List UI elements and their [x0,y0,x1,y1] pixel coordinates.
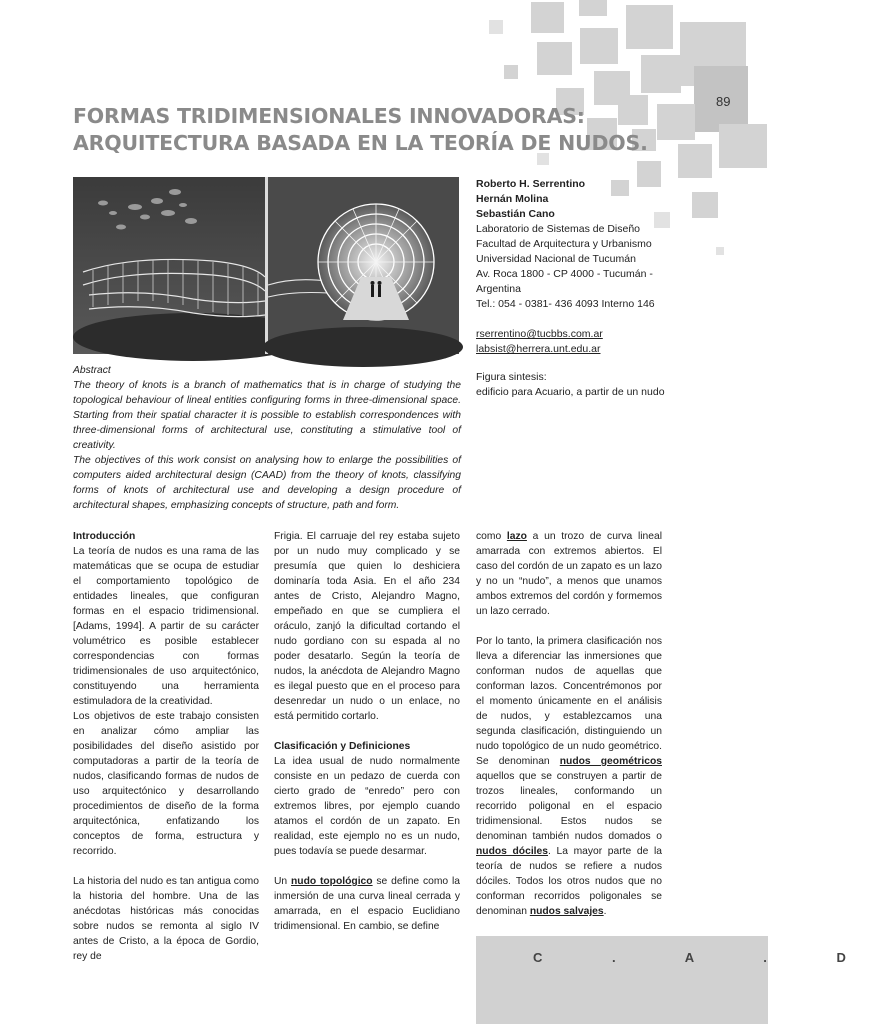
author-block [476,177,676,357]
title-line-1: FORMAS TRIDIMENSIONALES INNOVADORAS: [73,104,585,128]
author-name: Roberto H. Serrentino [476,178,586,190]
body-paragraph: como lazo a un trozo de curva lineal amarrada con extremos abiertos. El caso del cordón de un zapato es un lazo y no un “nudo”, a menos que unamos ambos extremos del cordón y formemos un lazo cerrado. [476,531,662,617]
affiliation-line: Facultad de Arquitectura y Urbanismo [476,238,652,250]
page-number: 89 [716,94,731,109]
email-link[interactable]: labsist@herrera.unt.edu.ar [476,343,601,355]
body-paragraph: Los objetivos de este trabajo consisten en analizar cómo ampliar las posibilidades del diseño asistido por computadoras a partir de la teoría de nudos, clasificando formas de nudos de uso arquitectónico y desarrollando procedimientos de diseño de la forma arquitectónica, enfatizando los conceptos de forma, estructura y recorrido. [73,711,259,857]
body-paragraph: Frigia. El carruaje del rey estaba sujeto por un nudo muy complicado y se presumía que quien lo deshiciera dominaría toda Asia. En el año 234 antes de Cristo, Alejandro Magno, empeñado en que se cumpliera el oráculo, zanjó la dificultad cortando el nudo gordiano con su espada al no poder desatarlo. Según la teoría de nudos, la anécdota de Alejandro Magno es ilegal puesto que en el proceso para desenredar un nudo o un enlace, no está permitido cortarlo. [274,531,460,722]
body-column-1 [73,529,259,964]
body-paragraph: La idea usual de nudo normalmente consiste en un pedazo de cuerda con cierto grado de “enredo” pero con extremos libres, por ejemplo cuando atamos el cordón de un zapato. En realidad, este ejemplo no es un nudo, pues todavía se puede desarmar. [274,756,460,857]
section-heading: Introducción [73,531,136,542]
body-column-2 [274,529,460,934]
body-paragraph: Por lo tanto, la primera clasificación nos lleva a diferenciar las inmersiones que conforman nudos de aquellas que conforman lazos. Concentrémonos por el momento únicamente en el análisis de nudos, y establezcamos una segunda clasificación, distinguiendo un nudo topológico de un nudo geométrico. Se denominan nudos geométricos aquellos que se construyen a partir de trozos lineales, conformando un recorrido poligonal en el espacio tridimensional. Estos nudos se denominan también nudos domados o nudos dóciles. La mayor parte de la teoría de nudos se refiere a nudos dóciles. Todos los otros nudos que no conforman recorridos poligonales se denominan nudos salvajes. [476,636,662,917]
figure-caption [476,370,686,400]
keyword: nudos dóciles [476,846,548,857]
affiliation-line: Universidad Nacional de Tucumán [476,253,636,265]
keyword: lazo [506,531,527,542]
author-name: Sebastián Cano [476,208,555,220]
journal-footer [476,936,879,1024]
article-title [73,103,713,157]
keyword: nudos geométricos [559,756,662,767]
abstract-paragraph: The objectives of this work consist on analysing how to enlarge the possibilities of computers aided architectural design (CAAD) from the theory of knots, classifying forms of knots of architectural use and developing a design procedure of architectural shapes, emphasizing concepts of structure, path and form. [73,455,461,511]
affiliation-line: Argentina [476,283,521,295]
body-paragraph: La teoría de nudos es una rama de las matemáticas que se ocupa de estudiar el comportamiento topológico de entidades lineales, que configuran formas en el espacio tridimensional. [Adams, 1994]. A partir de su carácter volumétrico es posible establecer correspondencias con formas tridimensionales de uso arquitectónico, constituyendo una herramienta estimuladora de la creatividad. [73,546,259,707]
abstract-heading: Abstract [73,365,111,376]
keyword: nudos salvajes [529,906,604,917]
abstract-paragraph: The theory of knots is a branch of mathematics that is in charge of studying the topological behaviour of lineal entities configuring forms in three-dimensional space. Starting from their spatial character it is possible to establish correspondences with three-dimensional forms of architectural use, constituting a stimulative tool of creativity. [73,380,461,451]
footer-label: C . A . D [533,950,879,965]
body-column-3 [476,529,662,919]
affiliation-line: Tel.: 054 - 0381- 436 4093 Interno 146 [476,298,655,310]
title-line-2: ARQUITECTURA BASADA EN LA TEORÍA DE NUDOS. [73,131,648,155]
keyword: nudo topológico [290,876,373,887]
figure-caption-text: edificio para Acuario, a partir de un nudo [476,386,665,398]
author-name: Hernán Molina [476,193,549,205]
body-paragraph: Un nudo topológico se define como la inmersión de una curva lineal cerrada y amarrada, en el espacio Euclidiano tridimensional. En cambio, se define [274,876,460,932]
body-paragraph: La historia del nudo es tan antigua como la historia del hombre. Una de las anécdotas históricas más conocidas sobre nudos se remonta al siglo IV antes de Cristo, a la época de Gordio, rey de [73,876,259,962]
section-heading: Clasificación y Definiciones [274,741,411,752]
synthesis-figure [73,177,459,354]
email-link[interactable]: rserrentino@tucbbs.com.ar [476,328,603,340]
affiliation-line: Laboratorio de Sistemas de Diseño [476,223,641,235]
abstract [73,363,461,513]
figure-caption-label: Figura sintesis: [476,371,547,383]
affiliation-line: Av. Roca 1800 - CP 4000 - Tucumán - [476,268,653,280]
